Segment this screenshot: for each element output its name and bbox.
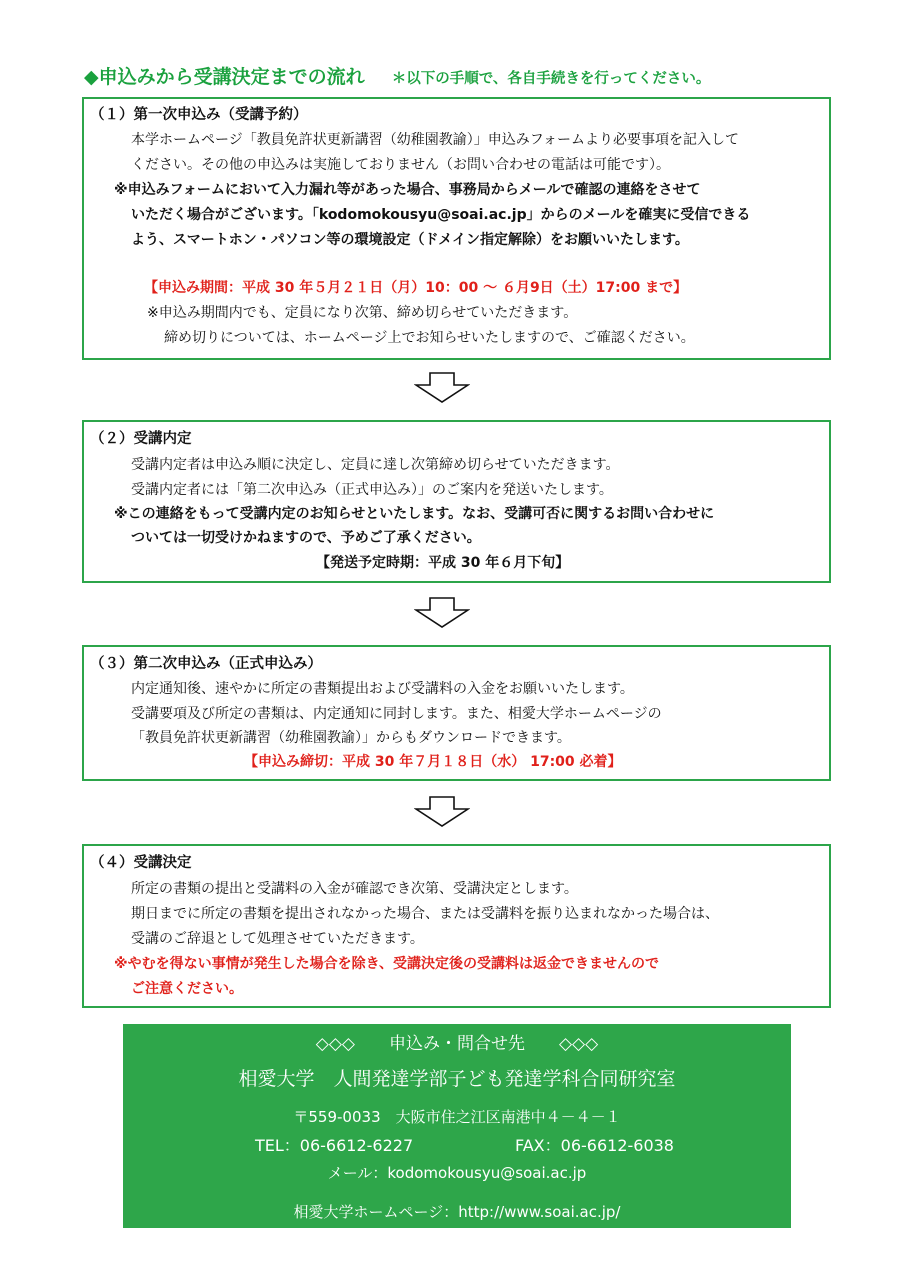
step1-line: 本学ホームページ「教員免許状更新講習（幼稚園教諭）」申込みフォームより必要事項を記入して [131, 132, 740, 148]
flow-arrow-icon [414, 796, 470, 828]
step1-heading: （１）第一次申込み（受講予約） [90, 107, 308, 123]
step1-box [82, 97, 831, 360]
contact-organization: 相愛大学 人間発達学部子ども発達学科合同研究室 [238, 1068, 676, 1090]
step1-note: 締め切りについては、ホームページ上でお知らせいたしますので、ご確認ください。 [164, 330, 695, 346]
contact-heading: ◇◇◇ 申込み・問合せ先 ◇◇◇ [315, 1034, 599, 1054]
contact-fax: FAX：06-6612-6038 [515, 1136, 674, 1155]
step1-line: いただく場合がございます。「kodomokousyu@soai.ac.jp」からのメールを確実に受信できる [131, 207, 751, 223]
step1-line: ※申込みフォームにおいて入力漏れ等があった場合、事務局からメールで確認の連絡をさせて [114, 182, 701, 198]
step3-line: 受講要項及び所定の書類は、内定通知に同封します。また、相愛大学ホームページの [131, 706, 662, 722]
flow-arrow-icon [414, 372, 470, 404]
step1-note: ※申込み期間内でも、定員になり次第、締め切らせていただきます。 [147, 305, 578, 321]
step4-heading: （４）受講決定 [90, 855, 192, 871]
step4-line: 期日までに所定の書類を提出されなかった場合、または受講料を振り込まれなかった場合は、 [131, 906, 719, 922]
step2-heading: （２）受講内定 [90, 431, 192, 447]
page-title [84, 62, 864, 92]
contact-address: 〒559-0033 大阪市住之江区南港中４－４－１ [293, 1108, 621, 1126]
step2-dispatch-schedule: 【発送予定時期：平成 30 年６月下旬】 [316, 555, 570, 571]
step1-line: よう、スマートホン・パソコン等の環境設定（ドメイン指定解除）をお願いいたします。 [131, 232, 689, 248]
flow-instruction-note: ＊以下の手順で、各自手続きを行ってください。 [391, 71, 711, 87]
step2-line: ※この連絡をもって受講内定のお知らせといたします。なお、受講可否に関するお問い合わせに [114, 506, 715, 522]
step2-box [82, 420, 831, 583]
step2-line: 受講内定者は申込み順に決定し、定員に達し次第締め切らせていただきます。 [131, 457, 620, 473]
contact-homepage[interactable]: 相愛大学ホームページ：http://www.soai.ac.jp/ [293, 1203, 621, 1221]
flow-arrow-icon [414, 597, 470, 629]
step3-line: 「教員免許状更新講習（幼稚園教諭）」からもダウンロードできます。 [131, 730, 571, 746]
contact-tel: TEL：06-6612-6227 [255, 1136, 414, 1155]
step3-box [82, 645, 831, 781]
step1-application-period: 【申込み期間：平成 30 年５月２１日（月）10：00 ～ ６月9日（土）17:00 まで】 [144, 280, 688, 296]
step1-line: ください。その他の申込みは実施しておりません（お問い合わせの電話は可能です）。 [131, 157, 670, 173]
step4-box [82, 844, 831, 1008]
step2-line: ついては一切受けかねますので、予めご了承ください。 [131, 530, 481, 546]
contact-email[interactable]: メール：kodomokousyu@soai.ac.jp [327, 1164, 587, 1182]
flow-title: ◆申込みから受講決定までの流れ [84, 66, 365, 88]
step2-line: 受講内定者には「第二次申込み（正式申込み）」のご案内を発送いたします。 [131, 482, 613, 498]
step3-line: 内定通知後、速やかに所定の書類提出および受講料の入金をお願いいたします。 [131, 681, 634, 697]
step4-line: 受講のご辞退として処理させていただきます。 [131, 931, 424, 947]
step3-heading: （３）第二次申込み（正式申込み） [90, 656, 322, 672]
contact-box [123, 1024, 791, 1228]
step4-refund-warning: ご注意ください。 [131, 981, 243, 997]
step3-application-deadline: 【申込み締切：平成 30 年７月１８日（水） 17:00 必着】 [244, 754, 622, 770]
step4-line: 所定の書類の提出と受講料の入金が確認でき次第、受講決定とします。 [131, 881, 578, 897]
step4-refund-warning: ※やむを得ない事情が発生した場合を除き、受講決定後の受講料は返金できませんので [114, 956, 660, 972]
